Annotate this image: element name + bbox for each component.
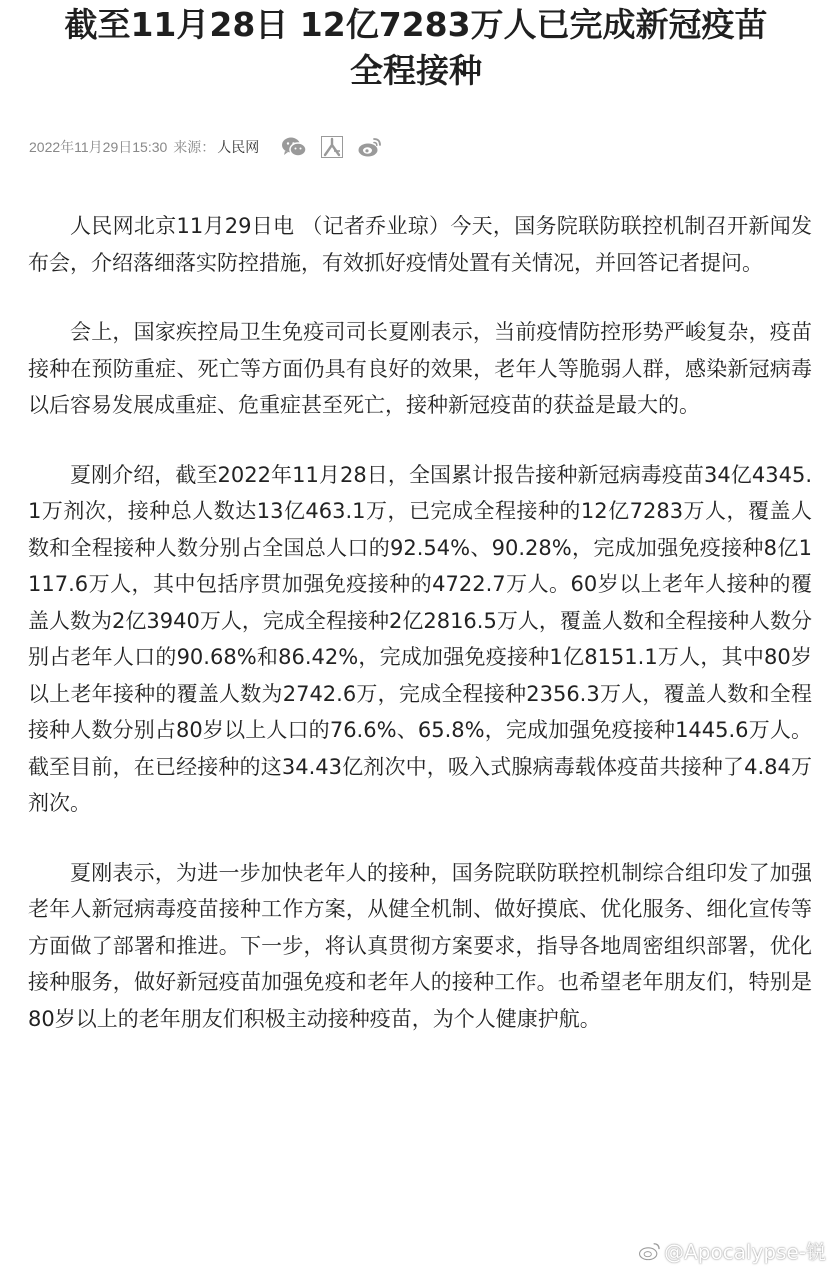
- paragraph-3: 夏刚介绍，截至2022年11月28日，全国累计报告接种新冠病毒疫苗34亿4345.1万剂次，接种总人数达13亿463.1万，已完成全程接种的12亿7283万人，覆盖人数和全程接种人数分别占全国总人口的92.54%、90.28%，完成加强免疫接种8亿1117.6万人，其中包括序贯加强免疫接种的4722.7万人。60岁以上老年人接种的覆盖人数为2亿3940万人，完成全程接种2亿2816.5万人，覆盖人数和全程接种人数分别占老年人口的90.68%和86.42%，完成加强免疫接种1亿8151.1万人，其中80岁以上老年接种的覆盖人数为2742.6万，完成全程接种2356.3万人，覆盖人数和全程接种人数分别占80岁以上人口的76.6%、65.8%，完成加强免疫接种1445.6万人。截至目前，在已经接种的这34.43亿剂次中，吸入式腺病毒载体疫苗共接种了4.84万剂次。: [28, 462, 812, 815]
- people-daily-icon[interactable]: [319, 134, 345, 160]
- article-meta: [29, 134, 395, 160]
- watermark: [638, 1236, 826, 1265]
- weibo-icon[interactable]: [357, 134, 383, 160]
- article-title: [20, 2, 812, 94]
- article-title-line-1: 截至11月28日 12亿7283万人已完成新冠疫苗: [64, 5, 768, 44]
- weibo-watermark-icon: [638, 1241, 662, 1261]
- paragraph-1: 人民网北京11月29日电 （记者乔业琼）今天，国务院联防联控机制召开新闻发布会，介绍落细落实防控措施，有效抓好疫情处置有关情况，并回答记者提问。: [28, 214, 812, 275]
- article-body: [28, 208, 812, 1070]
- share-bar: [281, 134, 395, 160]
- source-label: 来源：: [173, 139, 216, 155]
- source-link[interactable]: 人民网: [217, 139, 260, 155]
- wechat-icon[interactable]: [281, 134, 307, 160]
- watermark-text: @Apocalypse-锐: [664, 1240, 826, 1264]
- publish-datetime: 2022年11月29日15:30: [29, 139, 168, 155]
- article-title-line-2: 全程接种: [350, 51, 482, 90]
- paragraph-2: 会上，国家疾控局卫生免疫司司长夏刚表示，当前疫情防控形势严峻复杂，疫苗接种在预防重症、死亡等方面仍具有良好的效果，老年人等脆弱人群，感染新冠病毒以后容易发展成重症、危重症甚至死亡，接种新冠疫苗的获益是最大的。: [28, 320, 812, 417]
- paragraph-4: 夏刚表示，为进一步加快老年人的接种，国务院联防联控机制综合组印发了加强老年人新冠病毒疫苗接种工作方案，从健全机制、做好摸底、优化服务、细化宣传等方面做了部署和推进。下一步，将认真贯彻方案要求，指导各地周密组织部署，优化接种服务，做好新冠疫苗加强免疫和老年人的接种工作。也希望老年朋友们，特别是80岁以上的老年朋友们积极主动接种疫苗，为个人健康护航。: [28, 860, 812, 1031]
